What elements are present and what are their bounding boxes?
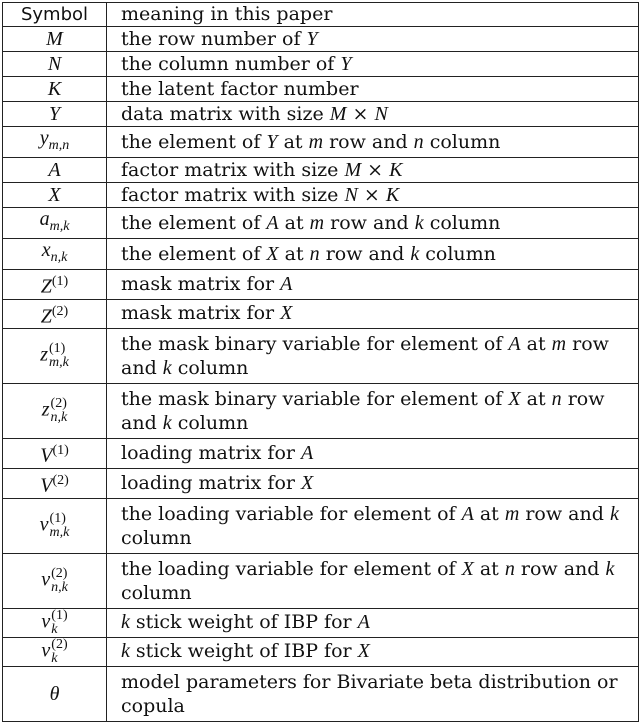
meaning-cell: k stick weight of IBP for A [107,608,639,637]
meaning-header: meaning in this paper [107,3,639,27]
meaning-cell: loading matrix for A [107,439,639,469]
meaning-cell: the latent factor number [107,77,639,102]
table-row [3,666,639,721]
table-row [3,239,639,270]
table-row [3,52,639,77]
symbol-cell: ν (1) k [3,608,107,637]
symbol-cell: $V^{(2)}$ [3,468,107,498]
table-row [3,299,639,329]
symbol-cell: z (2) n,k [3,384,107,439]
symbol-cell: $V^{(1)}$ [3,439,107,469]
meaning-cell: k stick weight of IBP for X [107,637,639,666]
meaning-cell: the row number of Y [107,27,639,52]
symbol-header: Symbol [3,3,107,27]
symbol-cell: ν (2) k [3,637,107,666]
meaning-cell: data matrix with size M × N [107,102,639,127]
meaning-cell: the element of Y at m row and n column [107,127,639,158]
meaning-cell: factor matrix with size N × K [107,183,639,208]
table-row [3,637,639,666]
table-row [3,77,639,102]
notation-table [2,2,639,722]
table-row [3,384,639,439]
meaning-cell: the loading variable for element of A at m row and k column [107,498,639,553]
table-row [3,208,639,239]
symbol-cell: N [3,52,107,77]
symbol-cell: v (2) n,k [3,553,107,608]
table-row [3,102,639,127]
table-row [3,270,639,300]
symbol-cell: K [3,77,107,102]
meaning-cell: the column number of Y [107,52,639,77]
symbol-cell: $Z^{(2)}$ [3,299,107,329]
symbol-cell: $x_{n,k}$ [3,239,107,270]
symbol-cell: M [3,27,107,52]
symbol-cell: θ [3,666,107,721]
table-row [3,158,639,183]
table-row [3,553,639,608]
meaning-cell: the loading variable for element of X at n row and k column [107,553,639,608]
symbol-cell: z (1) m,k [3,329,107,384]
meaning-cell: the element of A at m row and k column [107,208,639,239]
meaning-cell: model parameters for Bivariate beta distribution or copula [107,666,639,721]
meaning-cell: mask matrix for X [107,299,639,329]
table-row [3,439,639,469]
symbol-cell: X [3,183,107,208]
table-row [3,183,639,208]
symbol-cell: $Z^{(1)}$ [3,270,107,300]
meaning-cell: the element of X at n row and k column [107,239,639,270]
symbol-cell: $y_{m,n}$ [3,127,107,158]
table-row [3,27,639,52]
table-row [3,329,639,384]
meaning-cell: mask matrix for A [107,270,639,300]
table-row [3,468,639,498]
table-row [3,498,639,553]
meaning-cell: the mask binary variable for element of A at m row and k column [107,329,639,384]
symbol-cell: $a_{m,k}$ [3,208,107,239]
symbol-cell: v (1) m,k [3,498,107,553]
symbol-cell: Y [3,102,107,127]
meaning-cell: loading matrix for X [107,468,639,498]
table-row [3,127,639,158]
symbol-cell: A [3,158,107,183]
table-row [3,608,639,637]
meaning-cell: factor matrix with size M × K [107,158,639,183]
header-row [3,3,639,27]
meaning-cell: the mask binary variable for element of X at n row and k column [107,384,639,439]
